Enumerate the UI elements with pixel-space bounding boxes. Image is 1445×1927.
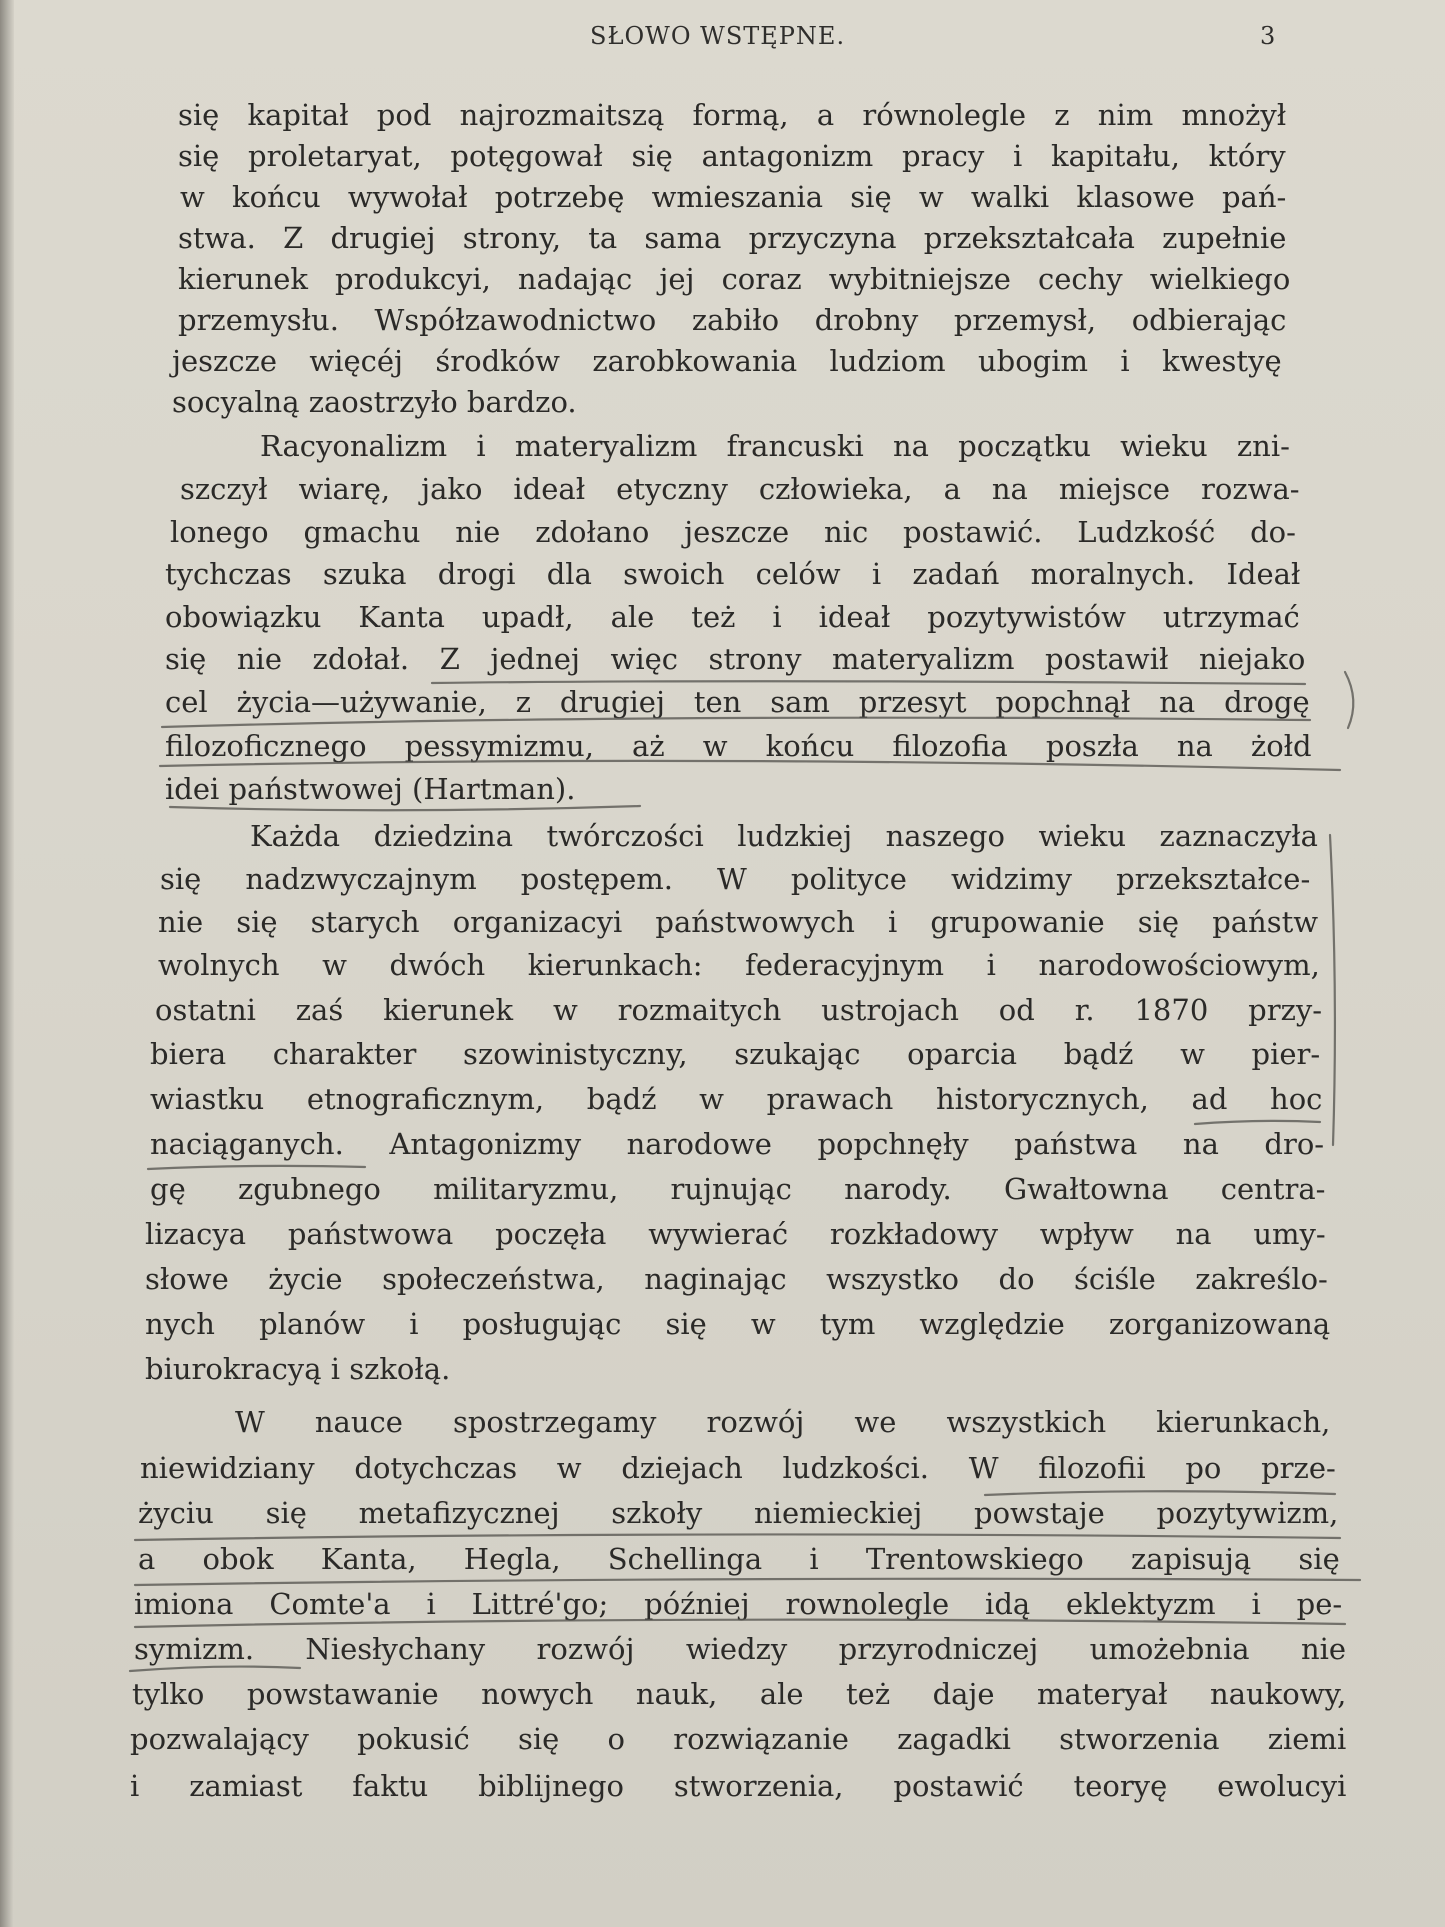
- text-line: w końcu wywołał potrzebę wmieszania się w walki klasowe pań-: [180, 180, 1287, 214]
- running-header: [0, 22, 1445, 62]
- text-line: tylko powstawanie nowych nauk, ale też daje materyał naukowy,: [132, 1677, 1347, 1711]
- text-line: nie się starych organizacyi państwowych i grupowanie się państw: [158, 905, 1319, 939]
- text-line: jeszcze więcéj środków zarobkowania ludziom ubogim i kwestyę: [172, 344, 1282, 378]
- text-line: imiona Comte'a i Littré'go; później rownolegle idą eklektyzm i pe-: [134, 1587, 1343, 1621]
- text-line: wolnych w dwóch kierunkach: federacyjnym i narodowościowym,: [158, 948, 1320, 982]
- text-line: naciąganych. Antagonizmy narodowe popchnęły państwa na dro-: [150, 1127, 1325, 1161]
- text-line: biurokracyą i szkołą.: [145, 1352, 451, 1386]
- text-line: się proletaryat, potęgował się antagonizm pracy i kapitału, który: [178, 139, 1286, 173]
- text-line: idei państwowej (Hartman).: [165, 772, 576, 806]
- text-line: szczył wiarę, jako ideał etyczny człowieka, a na miejsce rozwa-: [180, 472, 1300, 506]
- text-line: niewidziany dotychczas w dziejach ludzkości. W filozofii po prze-: [140, 1451, 1336, 1485]
- text-line: się nie zdołał. Z jednej więc strony materyalizm postawił niejako: [165, 642, 1306, 676]
- running-title: SŁOWO WSTĘPNE.: [590, 22, 846, 50]
- text-line: filozoficznego pessymizmu, aż w końcu filozofia poszła na żołd: [165, 729, 1312, 763]
- text-line: wiastku etnograficznym, bądź w prawach historycznych, ad hoc: [150, 1082, 1323, 1116]
- text-line: i zamiast faktu biblijnego stworzenia, postawić teoryę ewolucyi: [130, 1769, 1347, 1803]
- text-line: pozwalający pokusić się o rozwiązanie zagadki stworzenia ziemi: [130, 1722, 1347, 1756]
- text-line: a obok Kanta, Hegla, Schellinga i Trentowskiego zapisują się: [138, 1542, 1340, 1576]
- text-line: W nauce spostrzegamy rozwój we wszystkich kierunkach,: [235, 1405, 1331, 1439]
- text-line: przemysłu. Współzawodnictwo zabiło drobny przemysł, odbierając: [178, 303, 1287, 337]
- text-line: biera charakter szowinistyczny, szukając oparcia bądź w pier-: [150, 1037, 1321, 1071]
- text-line: cel życia—używanie, z drugiej ten sam przesyt popchnął na drogę: [165, 685, 1310, 719]
- text-line: ostatni zaś kierunek w rozmaitych ustrojach od r. 1870 przy-: [155, 993, 1323, 1027]
- text-line: gę zgubnego militaryzmu, rujnując narody. Gwałtowna centra-: [150, 1172, 1326, 1206]
- pencil-margin-line: [1330, 835, 1335, 1145]
- text-line: życiu się metafizycznej szkoły niemieckiej powstaje pozytywizm,: [138, 1496, 1339, 1530]
- text-line: obowiązku Kanta upadł, ale też i ideał pozytywistów utrzymać: [165, 600, 1300, 634]
- page-number: 3: [1260, 22, 1277, 50]
- pencil-margin-bracket: [1345, 672, 1353, 728]
- text-line: się kapitał pod najrozmaitszą formą, a równolegle z nim mnożył: [178, 98, 1287, 132]
- text-line: kierunek produkcyi, nadając jej coraz wybitniejsze cechy wielkiego: [178, 262, 1291, 296]
- text-line: lonego gmachu nie zdołano jeszcze nic postawić. Ludzkość do-: [170, 515, 1296, 549]
- text-line: nych planów i posługując się w tym względzie zorganizowaną: [145, 1307, 1331, 1341]
- text-line: słowe życie społeczeństwa, naginając wszystko do ściśle zakreślo-: [145, 1262, 1328, 1296]
- book-spine-shadow: [0, 0, 14, 1927]
- text-line: Każda dziedzina twórczości ludzkiej naszego wieku zaznaczyła: [250, 819, 1318, 853]
- text-line: stwa. Z drugiej strony, ta sama przyczyna przekształcała zupełnie: [178, 221, 1287, 255]
- text-line: socyalną zaostrzyło bardzo.: [172, 385, 577, 419]
- text-line: lizacya państwowa poczęła wywierać rozkładowy wpływ na umy-: [145, 1217, 1326, 1251]
- text-line: się nadzwyczajnym postępem. W polityce widzimy przekształce-: [160, 862, 1311, 896]
- text-line: symizm. Niesłychany rozwój wiedzy przyrodniczej umożebnia nie: [134, 1632, 1347, 1666]
- text-line: tychczas szuka drogi dla swoich celów i zadań moralnych. Ideał: [165, 557, 1301, 591]
- text-line: Racyonalizm i materyalizm francuski na początku wieku zni-: [260, 429, 1290, 463]
